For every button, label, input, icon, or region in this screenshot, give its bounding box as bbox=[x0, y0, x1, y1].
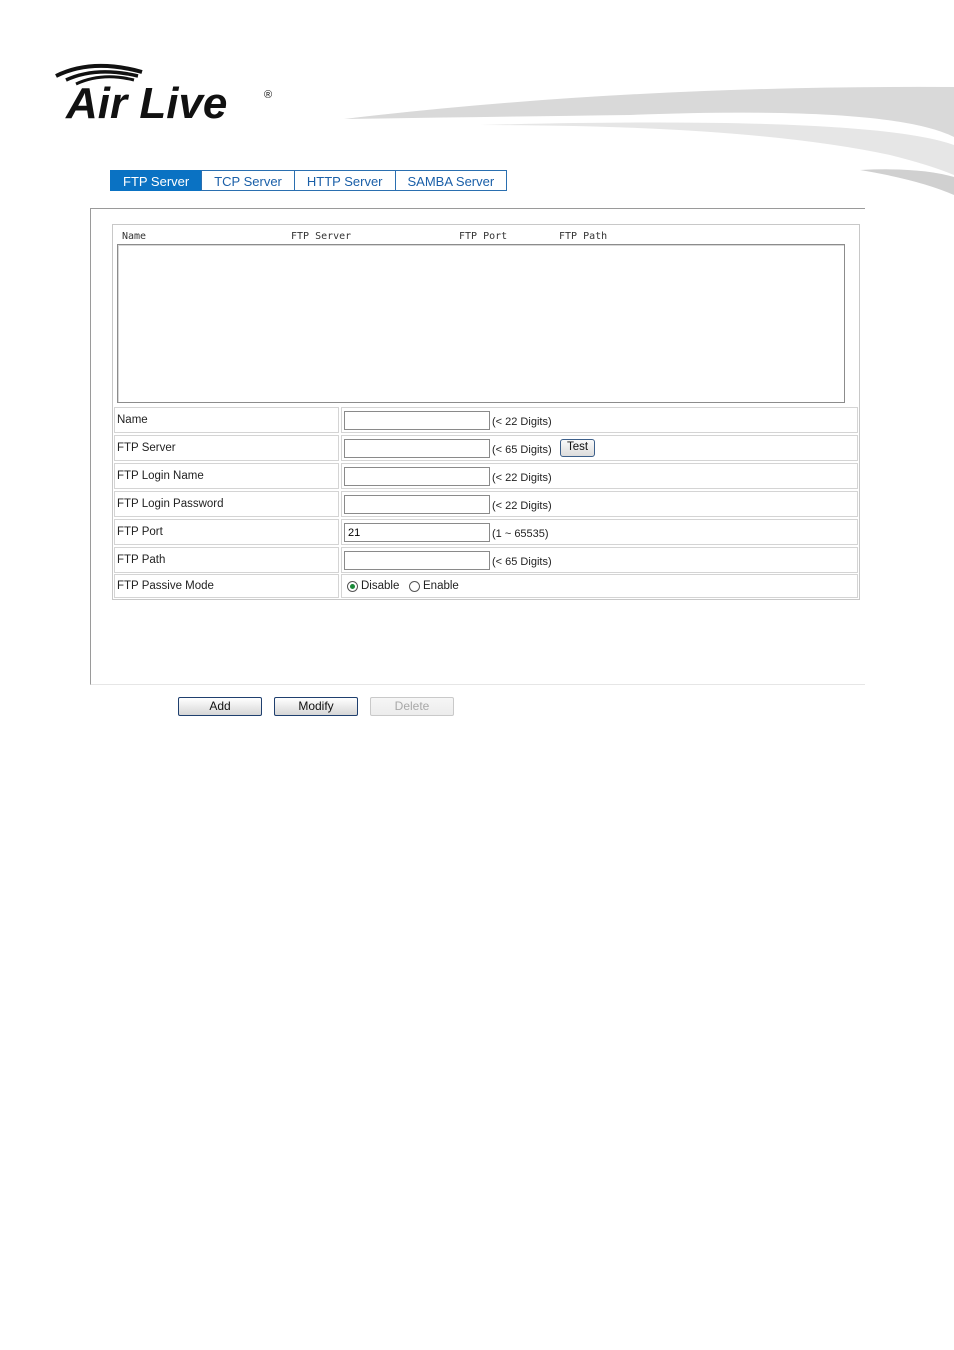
ftp-passive-mode-label: FTP Passive Mode bbox=[114, 574, 339, 598]
column-header-ftp-path: FTP Path bbox=[559, 231, 608, 242]
passive-mode-enable-label: Enable bbox=[423, 580, 459, 592]
ftp-login-name-value-cell bbox=[341, 463, 858, 489]
server-type-tabs bbox=[110, 170, 506, 191]
ftp-path-value-cell bbox=[341, 547, 858, 573]
tab-samba-server[interactable]: SAMBA Server bbox=[395, 170, 508, 191]
column-header-ftp-port: FTP Port bbox=[459, 231, 508, 242]
name-label: Name bbox=[114, 407, 339, 433]
row-ftp-server bbox=[114, 435, 858, 461]
delete-button[interactable]: Delete bbox=[370, 697, 454, 716]
ftp-port-value-cell bbox=[341, 519, 858, 545]
ftp-path-hint: (< 65 Digits) bbox=[492, 556, 552, 568]
ftp-path-label: FTP Path bbox=[114, 547, 339, 573]
ftp-server-value-cell bbox=[341, 435, 858, 461]
ftp-path-input[interactable] bbox=[344, 551, 490, 570]
ftp-login-password-hint: (< 22 Digits) bbox=[492, 500, 552, 512]
column-header-name: Name bbox=[122, 231, 147, 242]
ftp-login-name-label: FTP Login Name bbox=[114, 463, 339, 489]
ftp-server-input[interactable] bbox=[344, 439, 490, 458]
ftp-passive-mode-value-cell bbox=[341, 574, 858, 598]
ftp-server-label: FTP Server bbox=[114, 435, 339, 461]
ftp-login-password-value-cell bbox=[341, 491, 858, 517]
passive-mode-enable-option[interactable] bbox=[409, 580, 459, 592]
row-ftp-passive-mode bbox=[114, 574, 858, 598]
ftp-login-password-input[interactable] bbox=[344, 495, 490, 514]
ftp-port-input[interactable] bbox=[344, 523, 490, 542]
ftp-port-hint: (1 ~ 65535) bbox=[492, 528, 549, 540]
add-button[interactable]: Add bbox=[178, 697, 262, 716]
ftp-port-label: FTP Port bbox=[114, 519, 339, 545]
column-header-ftp-server: FTP Server bbox=[291, 231, 352, 242]
airlive-logo bbox=[52, 60, 282, 130]
ftp-login-name-hint: (< 22 Digits) bbox=[492, 472, 552, 484]
tab-http-server[interactable]: HTTP Server bbox=[294, 170, 396, 191]
tab-tcp-server[interactable]: TCP Server bbox=[201, 170, 295, 191]
name-input[interactable] bbox=[344, 411, 490, 430]
server-list-header bbox=[122, 231, 842, 243]
tab-ftp-server[interactable]: FTP Server bbox=[110, 170, 202, 191]
logo-text: Air Live bbox=[66, 79, 228, 128]
registered-mark: ® bbox=[264, 89, 273, 101]
ftp-login-password-label: FTP Login Password bbox=[114, 491, 339, 517]
test-button[interactable]: Test bbox=[560, 439, 595, 457]
airlive-logo-graphic bbox=[52, 60, 282, 130]
name-value-cell bbox=[341, 407, 858, 433]
passive-mode-disable-option[interactable] bbox=[347, 580, 399, 592]
passive-mode-disable-label: Disable bbox=[361, 580, 400, 592]
row-ftp-path bbox=[114, 547, 858, 573]
row-ftp-login-name bbox=[114, 463, 858, 489]
row-ftp-port bbox=[114, 519, 858, 545]
passive-mode-enable-radio[interactable] bbox=[409, 581, 420, 592]
ftp-login-name-input[interactable] bbox=[344, 467, 490, 486]
passive-mode-disable-radio[interactable] bbox=[347, 581, 358, 592]
row-name bbox=[114, 407, 858, 433]
modify-button[interactable]: Modify bbox=[274, 697, 358, 716]
row-ftp-login-password bbox=[114, 491, 858, 517]
ftp-server-hint: (< 65 Digits) bbox=[492, 444, 552, 456]
name-hint: (< 22 Digits) bbox=[492, 416, 552, 428]
server-list-box[interactable] bbox=[117, 244, 845, 403]
